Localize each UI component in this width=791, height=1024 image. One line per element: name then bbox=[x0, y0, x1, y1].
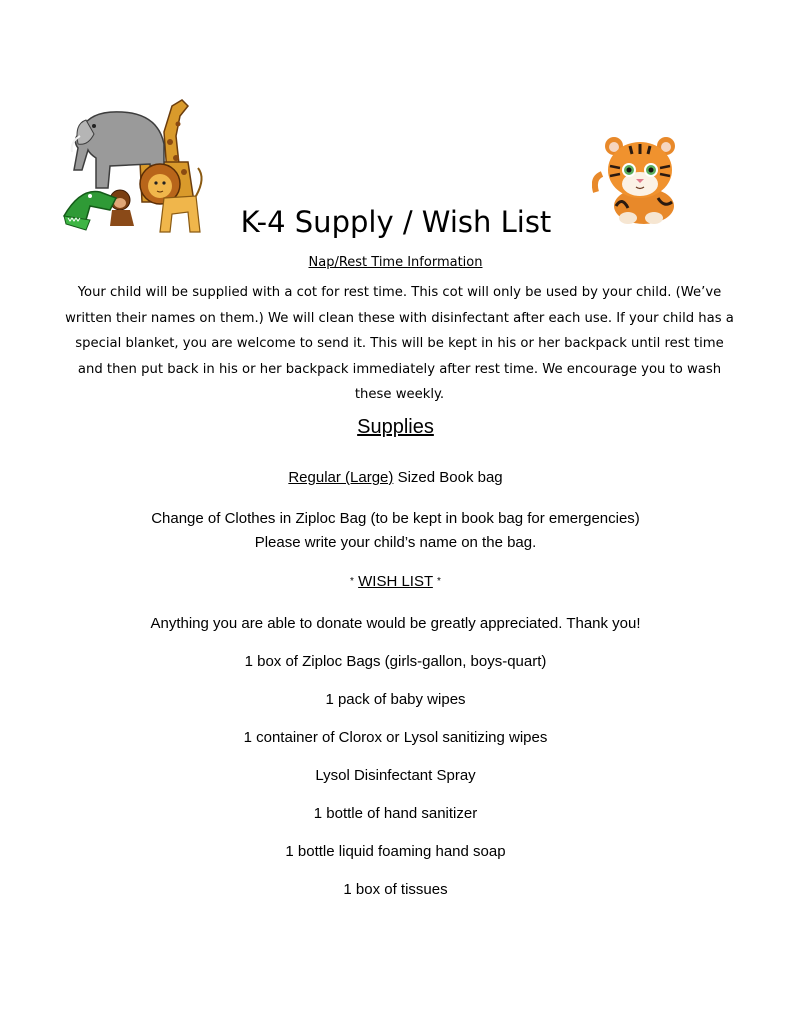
clothes-line: Change of Clothes in Ziploc Bag (to be kept in book bag for emergencies) bbox=[151, 510, 640, 527]
clothes-name-note: Please write your child’s name on the bag. bbox=[254, 534, 537, 551]
nap-paragraph: Your child will be supplied with a cot for rest time. This cot will only be used by your child. (We’ve written their names on them.) We will clean these with disinfectant after each use. If your child has a special blanket, you are welcome to send it. This will be kept in his or her backpack until rest time and then put back in his or her backpack immediately after rest time. We encourage you to wash these weekly. bbox=[65, 285, 734, 402]
crocodile-icon bbox=[64, 192, 116, 231]
page-title: K-4 Supply / Wish List bbox=[240, 205, 552, 239]
star-icon: * bbox=[350, 576, 354, 587]
list-item: 1 container of Clorox or Lysol sanitizing wipes bbox=[243, 729, 548, 746]
nap-section-heading: Nap/Rest Time Information bbox=[308, 255, 483, 270]
list-item: 1 pack of baby wipes bbox=[325, 691, 466, 708]
lion-icon bbox=[140, 164, 202, 232]
wish-list-heading bbox=[0, 571, 791, 593]
tiger-icon bbox=[595, 137, 675, 224]
monkey-icon bbox=[110, 190, 134, 226]
list-item: 1 bottle liquid foaming hand soap bbox=[285, 843, 506, 860]
list-item: 1 box of tissues bbox=[343, 881, 448, 898]
supplies-heading-text: Supplies bbox=[357, 416, 434, 438]
book-bag-size: Regular (Large) bbox=[288, 469, 394, 486]
book-bag-text: Sized Book bag bbox=[393, 469, 503, 486]
tiger-cub-image bbox=[592, 132, 692, 228]
list-item: 1 bottle of hand sanitizer bbox=[313, 805, 478, 822]
safari-animals-image bbox=[60, 92, 210, 235]
supplies-heading bbox=[0, 413, 791, 441]
list-item: Lysol Disinfectant Spray bbox=[315, 767, 476, 784]
wish-list-intro: Anything you are able to donate would be greatly appreciated. Thank you! bbox=[150, 615, 641, 632]
book-bag-line bbox=[0, 467, 791, 489]
star-icon: * bbox=[437, 576, 441, 587]
wish-list-heading-text: WISH LIST bbox=[358, 573, 433, 590]
list-item: 1 box of Ziploc Bags (girls-gallon, boys-quart) bbox=[244, 653, 547, 670]
